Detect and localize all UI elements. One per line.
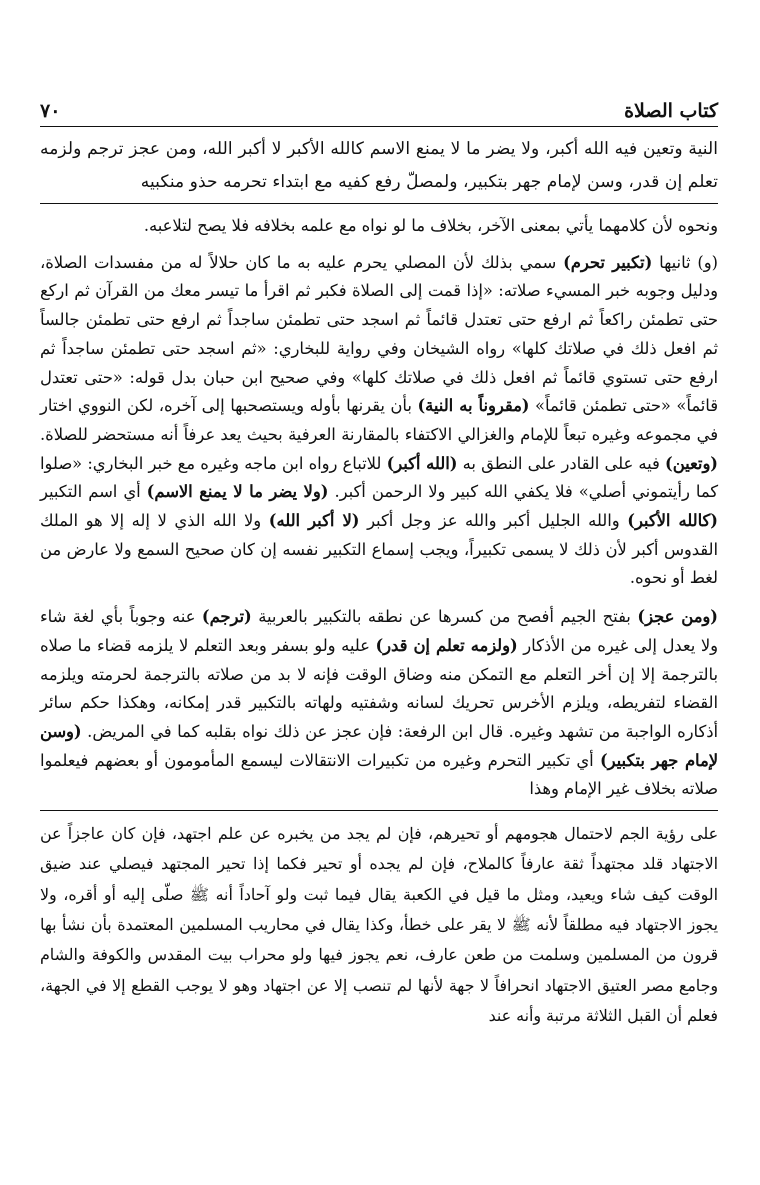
matn-quote: (الله أكبر) [386, 453, 458, 473]
matn-separator-line [40, 203, 718, 204]
matn-quote: (ولزمه تعلم إن قدر) [375, 635, 518, 655]
paragraph-gap [40, 593, 718, 603]
matn-quote: (وتعين) [665, 453, 719, 473]
matn-quote: (كالله الأكبر) [627, 511, 718, 531]
page-number: ٧٠ [40, 100, 61, 122]
text-run: عليه ولو بسفر وبعد التعلم لا يلزمه قضاء ما صلاه بالترجمة إلا إن أخر التعلم مع التمكن منه وضاق الوقت فإنه لا بد من صلاته بالترجمة لحرمته ويلزمه القضاء لتفريطه، ويلزم الأخرس تحريك لسانه وشفتيه ولهاته بالتكبير قدر إمكانه، وهكذا حكم سائر أذكاره الواجبة من تشهد وغيره. قال ابن الرفعة: فإن عجز عن ذلك نواه بقلبه كما في المريض. [40, 635, 718, 741]
matn-text-block [40, 133, 718, 199]
footnote-paragraph: على رؤية الجم لاحتمال هجومهم أو تحيرهم، فإن لم يجد من يخبره عن علم اجتهد، فإن كان عاجزاً عن الاجتهاد قلد مجتهداً ثقة عارفاً كالملاح، فإن لم يجده أو تحير فكما إذا تحير المجتهد فيصلي عند ضيق الوقت كيف شاء ويعيد، ومثل ما قيل في الكعبة يقال فيما ثبت ولو آحاداً أنه ﷺ صلّى إليه أو أقره، ولا يجوز الاجتهاد فيه مطلقاً لأنه ﷺ لا يقر على خطأ، وكذا يقال في محاريب المسلمين المعتمدة بأن نشأ بها قرون من المسلمين وسلمت من طعن عارف، نعم يجوز فيها ولو محراب بيت المقدس والكوفة والشام وجامع مصر العتيق الاجتهاد انحرافاً لا جهة لأنها لم تنصب إلا عن اجتهاد وهو لا يوجب القطع إلا في الجهة، فعلم أن القبل الثلاثة مرتبة وأنه عند [40, 824, 718, 1025]
matn-quote: (مقروناً به النية) [417, 396, 530, 416]
footnote-block [40, 819, 718, 1031]
sharh-commentary [40, 212, 718, 804]
text-run: أي اسم التكبير [40, 482, 147, 502]
text-run: سمي بذلك لأن المصلي يحرم عليه به ما كان حلالاً له من مفسدات الصلاة، ودليل وجوبه خبر المسيء صلاته: «إذا قمت إلى الصلاة فكبر ثم اقرأ ما تيسر معك من القرآن ثم اركع حتى تطمئن راكعاً ثم ارفع حتى تعتدل قائماً ثم اسجد حتى تطمئن ساجداً ثم ارفع حتى تطمئن جالساً ثم افعل ذلك في صلاتك كلها» رواه الشيخان وفي رواية للبخاري: «ثم اسجد حتى تطمئن ساجداً ثم ارفع حتى تستوي قائماً ثم افعل ذلك في صلاتك كلها» وفي صحيح ابن حبان بدل قوله: «حتى تعتدل قائماً» «حتى تطمئن قائماً» [40, 252, 719, 416]
text-run: بأن يقرنها بأوله ويستصحبها إلى آخره، لكن النووي اختار في مجموعه وغيره تبعاً للإمام والغزالي الاكتفاء بالمقارنة العرفية بحيث يعد عرفاً أنه مستحضر للصلاة. [40, 396, 718, 444]
matn-quote: (تكبير تحرم) [563, 252, 653, 272]
text-run: أي تكبير التحرم وغيره من تكبيرات الانتقالات ليسمع المأمومون أو بعضهم فيعلموا صلاته بخلاف غير الإمام وهذا [40, 750, 718, 799]
text-run: للاتباع رواه ابن ماجه وغيره مع خبر البخاري: «صلوا كما رأيتموني أصلي» فلا يكفي الله كبير ولا الرحمن أكبر. [40, 453, 718, 502]
sharh-paragraph-2 [40, 603, 718, 804]
sharh-paragraph-0: ونحوه لأن كلامهما يأتي بمعنى الآخر، بخلاف ما لو نواه مع علمه بخلافه فلا يصح لتلاعبه. [143, 216, 718, 235]
footnote-separator-line [40, 810, 718, 811]
text-run: عنه وجوباً بأي لغة شاء ولا يعدل إلى غيره من الأذكار [40, 607, 718, 655]
text-run: والله الجليل أكبر والله عز وجل أكبر [359, 511, 628, 531]
matn-quote: (وسن لإمام جهر بتكبير) [40, 721, 718, 770]
matn-paragraph: النية وتعين فيه الله أكبر، ولا يضر ما لا يمنع الاسم كالله الأكبر لا أكبر الله، ومن عجز ترجم ولزمه تعلم إن قدر، وسن لإمام جهر بتكبير، ولمصلّ رفع كفيه مع ابتداء تحرمه حذو منكبيه [40, 139, 718, 192]
matn-quote: (ترجم) [201, 607, 252, 627]
text-run: بفتح الجيم أفصح من كسرها عن نطقه بالتكبير بالعربية [251, 607, 638, 627]
matn-quote: (لا أكبر الله) [268, 511, 360, 531]
running-header [40, 88, 718, 127]
sharh-paragraph-1 [40, 249, 718, 593]
matn-quote: (ومن عجز) [637, 607, 718, 627]
text-run: فيه على القادر على النطق به [457, 453, 666, 473]
book-title: كتاب الصلاة [624, 100, 718, 122]
matn-quote: (ولا يضر ما لا يمنع الاسم) [146, 482, 329, 502]
text-run: ولا الله الذي لا إله إلا هو الملك القدوس أكبر لأن ذلك لا يسمى تكبيراً، ويجب إسماع التكبير نفسه إن كان صحيح السمع ولا عارض من لغط أو نحوه. [40, 511, 718, 588]
text-run: (و) ثانيها [652, 252, 719, 272]
